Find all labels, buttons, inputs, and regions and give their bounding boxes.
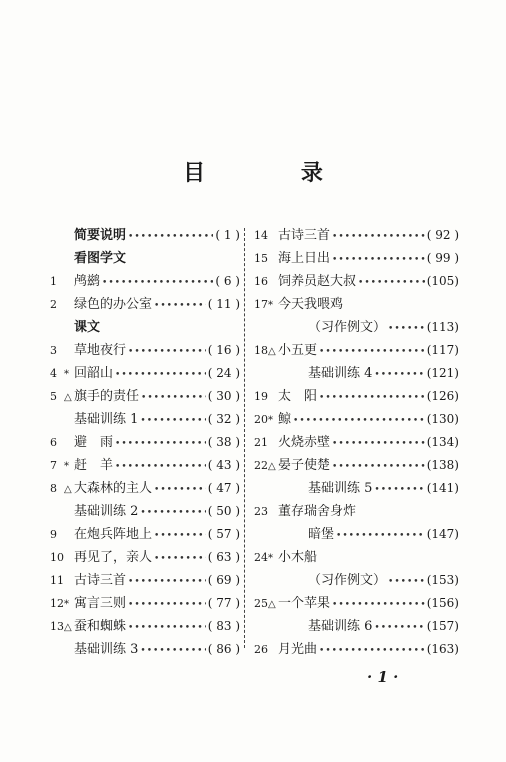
toc-entry-number: 23 <box>254 505 268 518</box>
toc-entry-page: ( 43 ) <box>207 458 240 472</box>
toc-entry-number: 22 <box>254 459 268 472</box>
leader-dots <box>319 640 425 663</box>
toc-entry-title: 草地夜行 <box>74 343 127 358</box>
toc-entry[interactable] <box>50 592 240 615</box>
toc-entry-title: 寓言三则 <box>74 596 127 611</box>
toc-entry-mark: * <box>64 369 69 380</box>
leader-dots <box>332 226 425 249</box>
leader-dots <box>332 456 425 479</box>
leader-dots <box>128 617 206 640</box>
toc-entry-number: 11 <box>50 574 64 587</box>
toc-entry-title: 晏子使楚 <box>278 458 331 473</box>
toc-entry-page: ( 83 ) <box>207 619 240 633</box>
toc-entry-title: 鸬鹚 <box>74 274 101 289</box>
toc-entry-page: (153) <box>426 573 459 587</box>
toc-entry-mark: * <box>268 300 273 311</box>
toc-entry-title: 古诗三首 <box>74 573 127 588</box>
toc-entry-number: 19 <box>254 390 268 403</box>
toc-entry-number: 25 <box>254 597 268 610</box>
toc-entry[interactable] <box>50 293 240 316</box>
toc-entry-title: 基础训练 3 <box>74 642 139 657</box>
toc-entry-mark: △ <box>268 461 276 472</box>
toc-entry-mark: * <box>268 553 273 564</box>
toc-entry-number: 6 <box>50 436 57 449</box>
toc-entry[interactable] <box>254 224 459 247</box>
toc-entry-mark: * <box>64 461 69 472</box>
toc-entry-title: 基础训练 4 <box>308 366 373 381</box>
toc-entry-title: 董存瑞舍身炸 <box>278 504 357 519</box>
leader-dots <box>332 249 425 272</box>
toc-entry-title: 大森林的主人 <box>74 481 153 496</box>
toc-entry-title: 火烧赤壁 <box>278 435 331 450</box>
toc-entry-title: 旗手的责任 <box>74 389 140 404</box>
toc-entry[interactable] <box>50 247 240 270</box>
toc-entry-number: 12 <box>50 597 64 610</box>
leader-dots <box>332 594 425 617</box>
toc-entry-title: 在炮兵阵地上 <box>74 527 153 542</box>
toc-entry[interactable] <box>50 615 240 638</box>
toc-entry-number: 4 <box>50 367 57 380</box>
toc-entry-title: 简要说明 <box>74 228 127 243</box>
leader-dots <box>319 387 425 410</box>
toc-entry-number: 7 <box>50 459 57 472</box>
toc-entry-page: ( 63 ) <box>207 550 240 564</box>
toc-entry[interactable] <box>50 362 240 385</box>
toc-entry-page: (147) <box>426 527 459 541</box>
toc-entry[interactable] <box>50 477 240 500</box>
leader-dots <box>319 341 425 364</box>
leader-dots <box>374 479 424 502</box>
toc-entry-page: ( 50 ) <box>207 504 240 518</box>
leader-dots <box>154 548 206 571</box>
toc-entry[interactable] <box>50 546 240 569</box>
toc-entry[interactable] <box>254 385 459 408</box>
toc-entry-title: 基础训练 2 <box>74 504 139 519</box>
leader-dots <box>115 364 206 387</box>
toc-entry-title: 小五更 <box>278 343 318 358</box>
toc-entry-title: 基础训练 6 <box>308 619 373 634</box>
leader-dots <box>141 387 206 410</box>
toc-entry-mark: △ <box>268 599 276 610</box>
toc-entry-title: 赶 羊 <box>74 458 114 473</box>
toc-entry-page: ( 92 ) <box>426 228 459 242</box>
toc-entry-title: （习作例文） <box>308 320 387 335</box>
toc-entry-title: 古诗三首 <box>278 228 331 243</box>
toc-entry-number: 3 <box>50 344 57 357</box>
toc-entry-mark: △ <box>64 484 72 495</box>
toc-entry-mark: △ <box>64 622 72 633</box>
toc-entry-page: (156) <box>426 596 459 610</box>
toc-entry-page: ( 11 ) <box>207 297 240 311</box>
toc-entry-page: ( 47 ) <box>207 481 240 495</box>
toc-entry[interactable] <box>254 408 459 431</box>
toc-entry-page: (126) <box>426 389 459 403</box>
toc-entry-title: 小木船 <box>278 550 318 565</box>
leader-dots <box>388 571 425 594</box>
toc-entry[interactable] <box>50 339 240 362</box>
toc-entry[interactable] <box>50 270 240 293</box>
toc-entry-title: 海上日出 <box>278 251 331 266</box>
toc-entry[interactable] <box>254 523 459 546</box>
toc-entry[interactable] <box>254 431 459 454</box>
leader-dots <box>128 571 206 594</box>
page-title: 目 录 <box>183 160 367 186</box>
toc-entry-page: ( 30 ) <box>207 389 240 403</box>
toc-entry-page: ( 38 ) <box>207 435 240 449</box>
toc-entry-page: ( 32 ) <box>207 412 240 426</box>
toc-entry-number: 13 <box>50 620 64 633</box>
toc-entry-page: (121) <box>426 366 459 380</box>
toc-entry-title: 今天我喂鸡 <box>278 297 344 312</box>
toc-entry-page: ( 86 ) <box>207 642 240 656</box>
toc-entry[interactable] <box>254 638 459 661</box>
toc-entry-page: ( 16 ) <box>207 343 240 357</box>
leader-dots <box>128 341 206 364</box>
leader-dots <box>154 479 206 502</box>
toc-entry-title: 暗堡 <box>308 527 335 542</box>
toc-entry-mark: * <box>268 415 273 426</box>
toc-entry-title: 避 雨 <box>74 435 114 450</box>
toc-entry[interactable] <box>254 316 459 339</box>
toc-entry[interactable] <box>254 247 459 270</box>
toc-entry-page: (130) <box>426 412 459 426</box>
toc-entry-page: (105) <box>426 274 459 288</box>
toc-entry-mark: △ <box>268 346 276 357</box>
leader-dots <box>115 456 206 479</box>
toc-entry-number: 26 <box>254 643 268 656</box>
toc-entry-title: 绿色的办公室 <box>74 297 153 312</box>
toc-entry-title: 再见了，亲人 <box>74 550 153 565</box>
leader-dots <box>154 525 206 548</box>
toc-entry-title: 太 阳 <box>278 389 318 404</box>
toc-entry[interactable] <box>50 500 240 523</box>
toc-entry[interactable] <box>50 224 240 247</box>
toc-entry-page: ( 24 ) <box>207 366 240 380</box>
toc-entry-page: ( 69 ) <box>207 573 240 587</box>
toc-entry[interactable] <box>254 546 459 569</box>
toc-entry-title: 鲸 <box>278 412 292 427</box>
toc-entry-page: ( 99 ) <box>426 251 459 265</box>
leader-dots <box>102 272 213 295</box>
toc-entry-page: ( 77 ) <box>207 596 240 610</box>
leader-dots <box>388 318 425 341</box>
toc-entry-mark: △ <box>64 392 72 403</box>
toc-entry[interactable] <box>254 569 459 592</box>
leader-dots <box>154 295 206 318</box>
leader-dots <box>140 502 205 525</box>
toc-entry-number: 9 <box>50 528 57 541</box>
toc-entry[interactable] <box>50 316 240 339</box>
toc-entry-number: 5 <box>50 390 57 403</box>
toc-entry-number: 17 <box>254 298 268 311</box>
leader-dots <box>374 617 424 640</box>
toc-entry[interactable] <box>254 293 459 316</box>
toc-entry-number: 8 <box>50 482 57 495</box>
leader-dots <box>115 433 206 456</box>
toc-entry-number: 2 <box>50 298 57 311</box>
column-divider <box>244 228 245 648</box>
toc-entry[interactable] <box>50 431 240 454</box>
toc-entry-title: 饲养员赵大叔 <box>278 274 357 289</box>
toc-entry[interactable] <box>254 477 459 500</box>
leader-dots <box>336 525 425 548</box>
toc-entry-page: ( 57 ) <box>207 527 240 541</box>
page-number: · 1 · <box>367 668 399 686</box>
toc-entry[interactable] <box>254 454 459 477</box>
toc-right-column <box>254 224 459 661</box>
toc-entry-page: (117) <box>426 343 459 357</box>
toc-entry-page: (134) <box>426 435 459 449</box>
toc-left-column <box>50 224 240 661</box>
toc-entry-title: 回韶山 <box>74 366 114 381</box>
toc-entry-number: 10 <box>50 551 64 564</box>
leader-dots <box>293 410 425 433</box>
toc-entry-mark: * <box>64 599 69 610</box>
toc-entry-number: 18 <box>254 344 268 357</box>
toc-entry-title: （习作例文） <box>308 573 387 588</box>
toc-entry-title: 一个苹果 <box>278 596 331 611</box>
toc-entry-title: 月光曲 <box>278 642 318 657</box>
toc-entry[interactable] <box>50 408 240 431</box>
toc-entry-title: 看图学文 <box>74 251 127 266</box>
toc-entry-page: (138) <box>426 458 459 472</box>
toc-entry[interactable] <box>254 500 459 523</box>
toc-entry-title: 课文 <box>74 320 101 335</box>
toc-entry[interactable] <box>50 523 240 546</box>
leader-dots <box>140 410 205 433</box>
toc-entry[interactable] <box>254 362 459 385</box>
toc-entry-number: 21 <box>254 436 268 449</box>
leader-dots <box>374 364 424 387</box>
toc-entry-title: 基础训练 1 <box>74 412 139 427</box>
leader-dots <box>128 226 213 249</box>
toc-entry-page: (157) <box>426 619 459 633</box>
toc-entry[interactable] <box>50 569 240 592</box>
toc-entry[interactable] <box>254 339 459 362</box>
toc-entry-page: (141) <box>426 481 459 495</box>
toc-entry-title: 蚕和蜘蛛 <box>74 619 127 634</box>
leader-dots <box>140 640 205 663</box>
toc-entry-number: 24 <box>254 551 268 564</box>
toc-entry[interactable] <box>254 592 459 615</box>
toc-entry-number: 15 <box>254 252 268 265</box>
toc-entry-number: 14 <box>254 229 268 242</box>
toc-entry[interactable] <box>254 270 459 293</box>
leader-dots <box>332 433 425 456</box>
toc-entry-page: (113) <box>426 320 459 334</box>
toc-entry-page: (163) <box>426 642 459 656</box>
toc-entry-number: 20 <box>254 413 268 426</box>
toc-entry-number: 16 <box>254 275 268 288</box>
toc-entry[interactable] <box>50 385 240 408</box>
toc-entry-page: ( 6 ) <box>215 274 240 288</box>
toc-entry-title: 基础训练 5 <box>308 481 373 496</box>
leader-dots <box>128 594 206 617</box>
toc-entry-number: 1 <box>50 275 57 288</box>
toc-entry[interactable] <box>254 615 459 638</box>
toc-entry[interactable] <box>50 638 240 661</box>
leader-dots <box>358 272 425 295</box>
toc-entry[interactable] <box>50 454 240 477</box>
toc-entry-page: ( 1 ) <box>215 228 240 242</box>
